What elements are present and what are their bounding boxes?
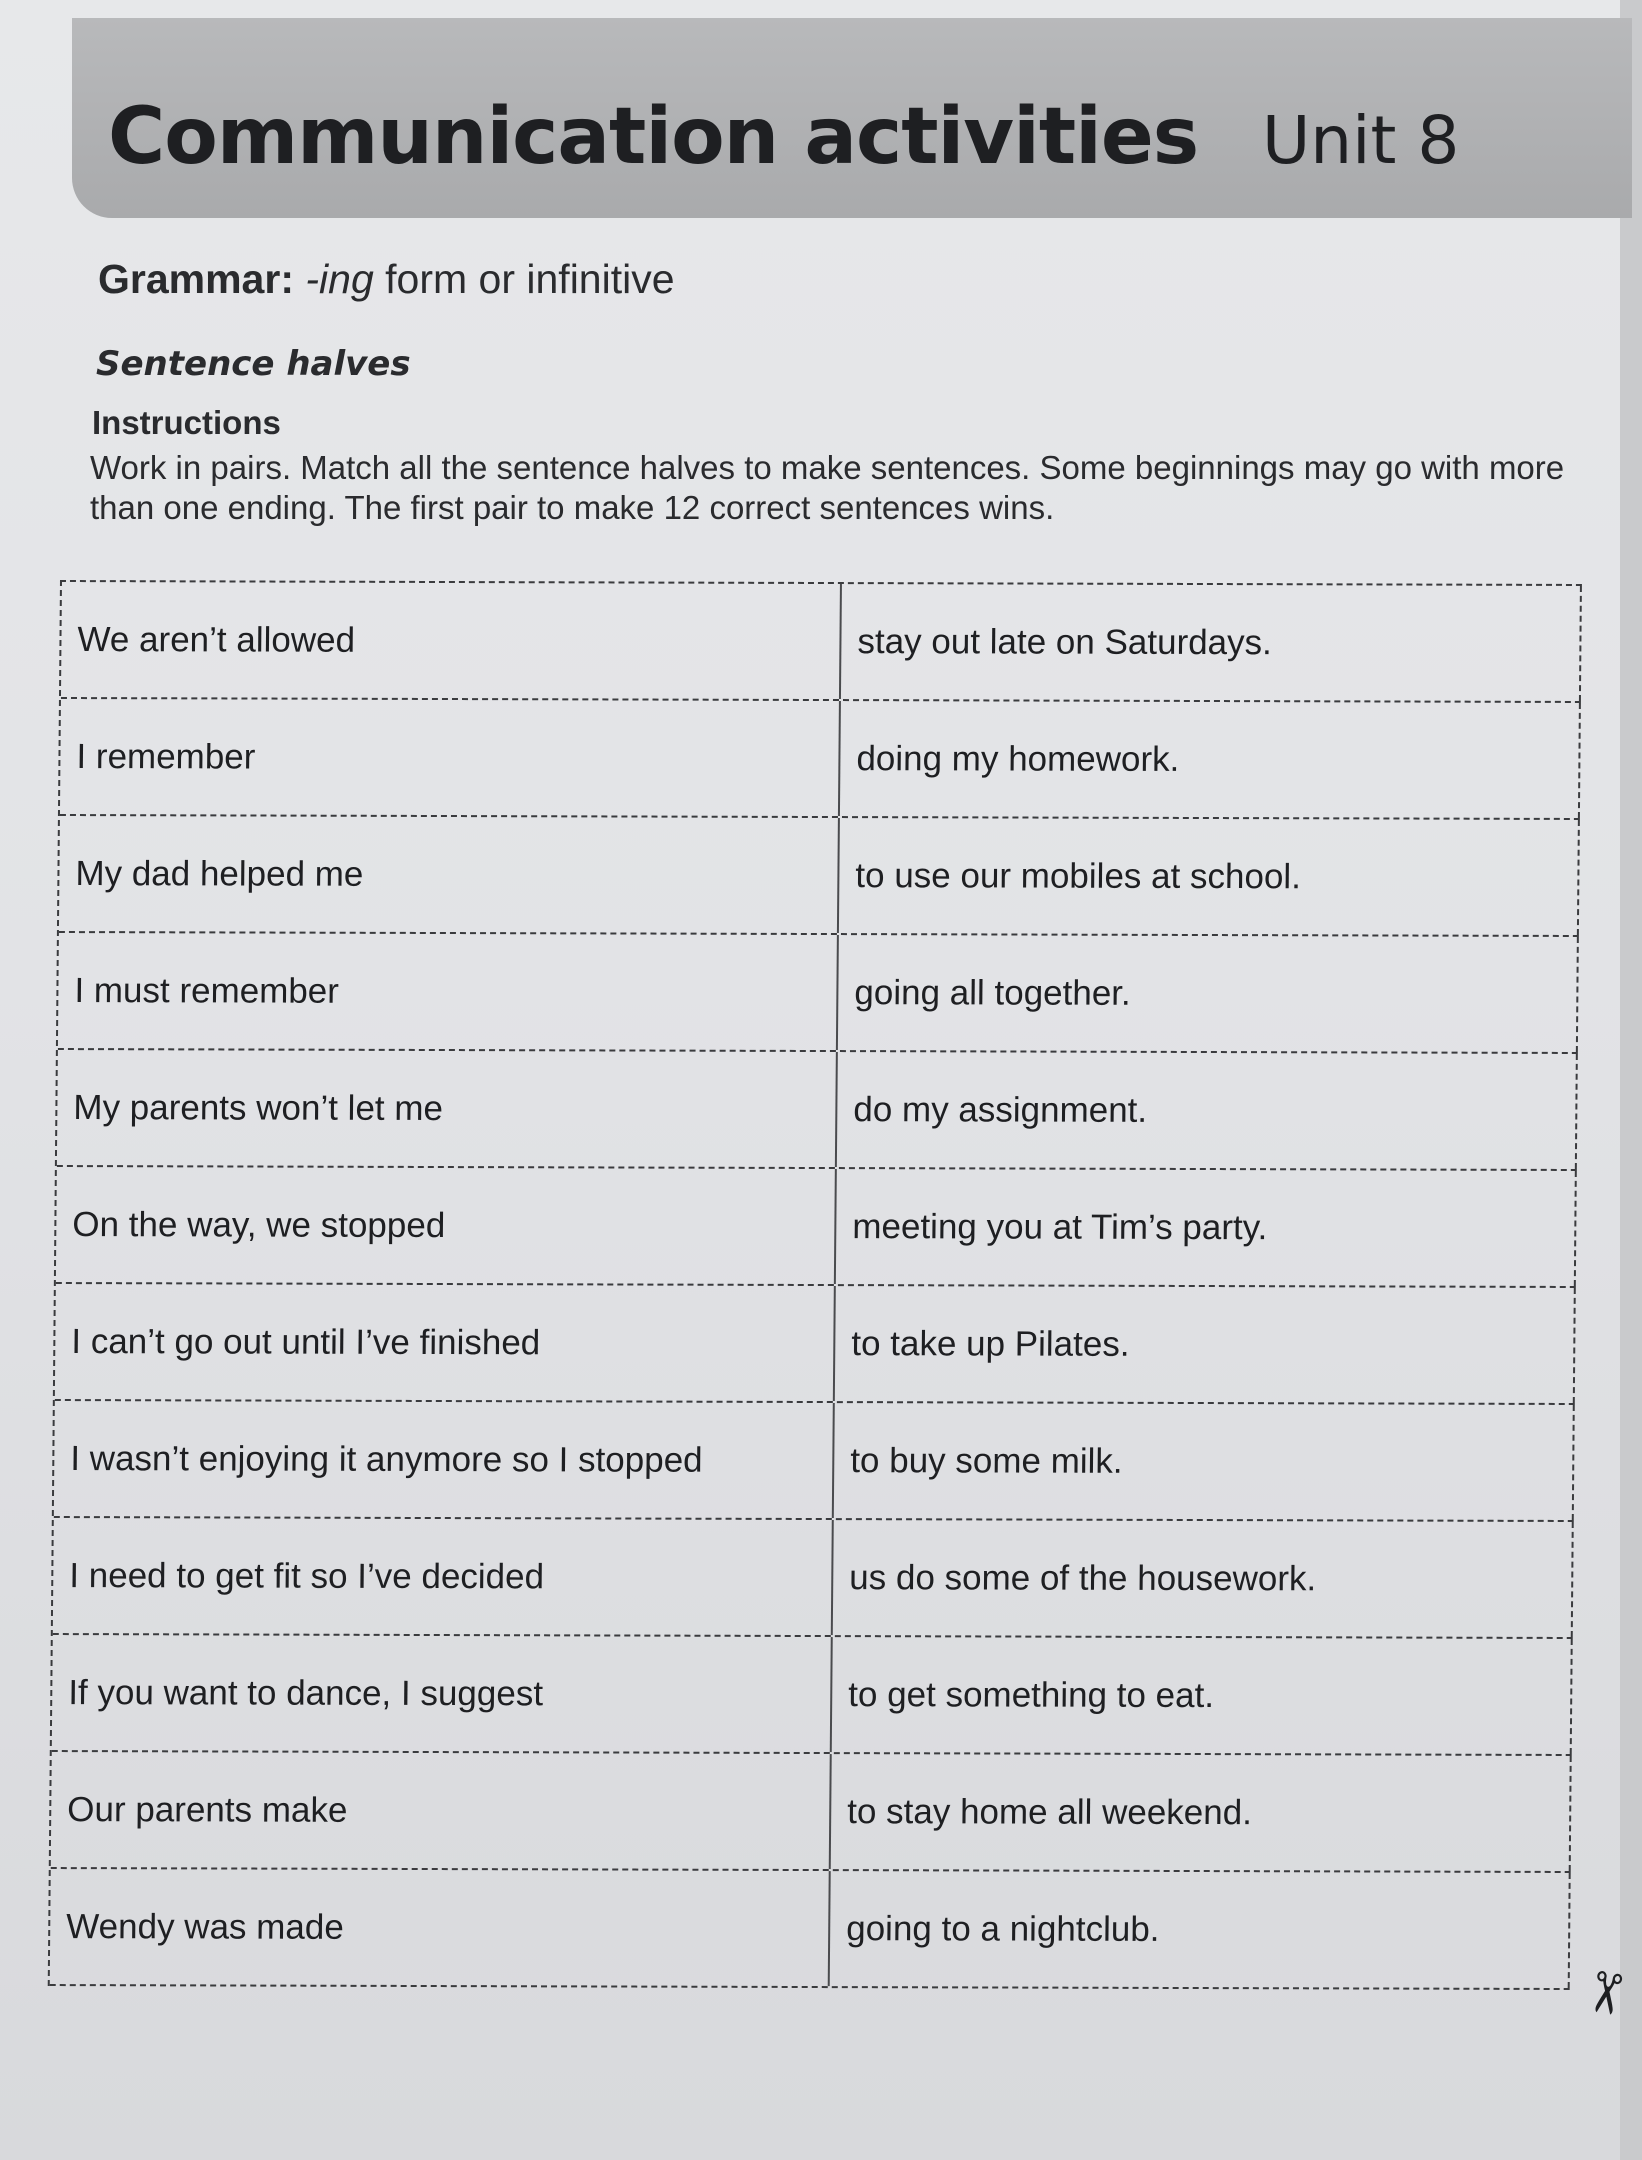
section-title: Sentence halves: [96, 344, 411, 384]
sentence-beginning: If you want to dance, I suggest: [52, 1635, 833, 1752]
sentence-ending: doing my homework.: [840, 701, 1581, 818]
table-row: [58, 933, 1579, 1054]
sentence-halves-table: [48, 580, 1582, 1990]
sentence-ending: us do some of the housework.: [833, 1520, 1574, 1637]
sentence-beginning: I need to get fit so I’ve decided: [53, 1518, 834, 1635]
sentence-ending: to get something to eat.: [832, 1637, 1573, 1754]
table-row: [60, 699, 1581, 820]
table-row: [51, 1752, 1572, 1873]
sentence-ending: to take up Pilates.: [835, 1286, 1576, 1403]
sentence-beginning: Wendy was made: [50, 1869, 831, 1986]
table-row: [61, 582, 1582, 703]
table-row: [53, 1518, 1574, 1639]
sentence-ending: meeting you at Tim’s party.: [836, 1169, 1577, 1286]
sentence-ending: to stay home all weekend.: [831, 1754, 1572, 1871]
unit-label: Unit 8: [1262, 102, 1460, 179]
sentence-beginning: My parents won’t let me: [57, 1050, 838, 1167]
sentence-beginning: On the way, we stopped: [56, 1167, 837, 1284]
table-row: [52, 1635, 1573, 1756]
instructions-text: Work in pairs. Match all the sentence halves to make sentences. Some beginnings may go with more than one ending. The first pair to make 12 correct sentences wins.: [90, 449, 1565, 526]
sentence-beginning: I can’t go out until I’ve finished: [55, 1284, 836, 1401]
sentence-ending: going to a nightclub.: [830, 1871, 1571, 1988]
table-row: [59, 816, 1580, 937]
sentence-beginning: We aren’t allowed: [61, 582, 842, 699]
instructions-heading: Instructions: [92, 404, 281, 441]
sentence-ending: do my assignment.: [837, 1052, 1578, 1169]
grammar-topic: form or infinitive: [373, 256, 675, 302]
sentence-beginning: My dad helped me: [59, 816, 840, 933]
sentence-ending: to use our mobiles at school.: [839, 818, 1580, 935]
table-row: [50, 1869, 1571, 1990]
sentence-beginning: I wasn’t enjoying it anymore so I stopped: [54, 1401, 835, 1518]
sentence-beginning: I remember: [60, 699, 841, 816]
grammar-topic-italic: -ing: [305, 256, 374, 302]
scissors-icon: ✂: [1570, 1964, 1642, 2022]
grammar-label: Grammar:: [98, 256, 294, 302]
table-row: [54, 1401, 1575, 1522]
sentence-beginning: I must remember: [58, 933, 839, 1050]
page-title: Communication activities: [108, 92, 1199, 182]
sentence-beginning: Our parents make: [51, 1752, 832, 1869]
sentence-ending: going all together.: [838, 935, 1579, 1052]
table-row: [56, 1167, 1577, 1288]
grammar-heading: [98, 256, 675, 303]
sentence-ending: to buy some milk.: [834, 1403, 1575, 1520]
table-row: [55, 1284, 1576, 1405]
table-row: [57, 1050, 1578, 1171]
sentence-ending: stay out late on Saturdays.: [841, 584, 1582, 701]
